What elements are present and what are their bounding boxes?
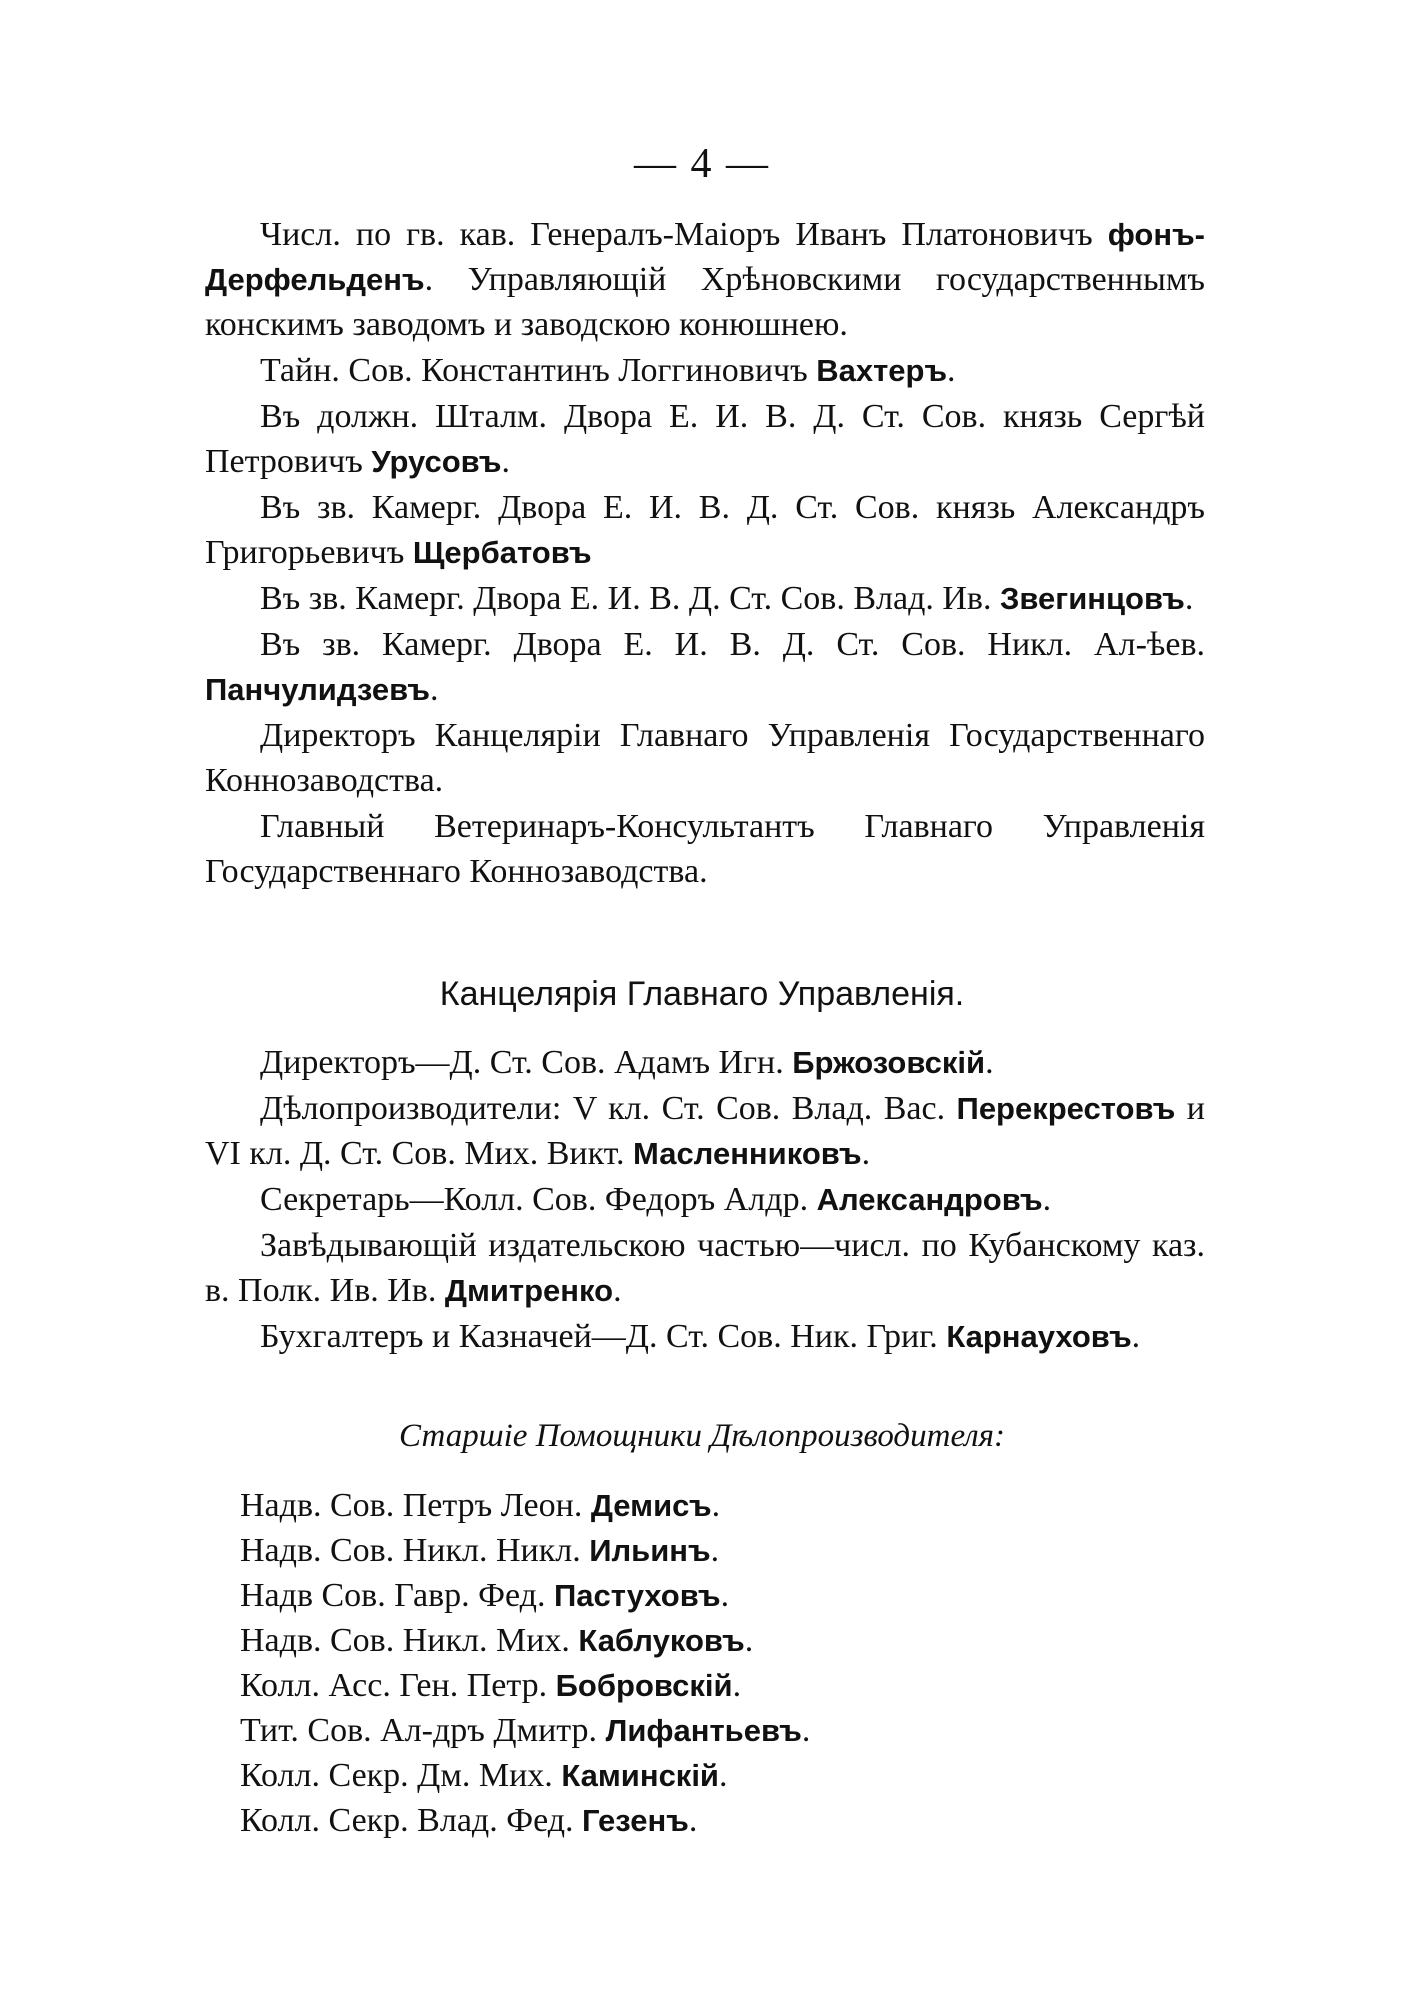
entry-text: . bbox=[1184, 580, 1194, 617]
entry-surname: Перекрестовъ bbox=[956, 1091, 1176, 1126]
entry-text: Въ зв. Камерг. Двора Е. И. В. Д. Ст. Сов. Никл. Ал-ѣев. bbox=[260, 626, 1205, 663]
entry-text: Директоръ Канцеляріи Главнаго Управленія Государственнаго Коннозаводства. bbox=[205, 717, 1205, 799]
list-item bbox=[240, 1753, 1140, 1798]
item-text: Тит. Сов. Ал-дръ Дмитр. bbox=[240, 1712, 606, 1749]
list-item bbox=[240, 1708, 1140, 1753]
entry-paragraph bbox=[205, 348, 1205, 393]
entry-text: . bbox=[947, 352, 956, 389]
entry-text: Дѣлопроизводители: V кл. Ст. Сов. Влад. Вас. bbox=[260, 1090, 957, 1127]
entry-text: . bbox=[861, 1135, 871, 1172]
item-surname: Каминскій bbox=[561, 1758, 719, 1793]
entry-paragraph bbox=[205, 576, 1205, 621]
entry-text: . bbox=[1131, 1318, 1141, 1355]
list-item bbox=[240, 1618, 1140, 1663]
entry-text: . bbox=[1042, 1181, 1052, 1218]
entry-paragraph bbox=[205, 1040, 1205, 1085]
entry-surname: Урусовъ bbox=[371, 444, 502, 479]
item-text: . bbox=[710, 1532, 720, 1569]
entry-paragraph bbox=[205, 1086, 1205, 1176]
item-text: Колл. Асс. Ген. Петр. bbox=[240, 1667, 556, 1704]
entry-surname: Масленниковъ bbox=[633, 1136, 862, 1171]
item-text: Надв. Сов. Никл. Никл. bbox=[240, 1532, 590, 1569]
entry-surname: Карнауховъ bbox=[946, 1319, 1132, 1354]
entry-text: Въ должн. Шталм. Двора Е. И. В. Д. Ст. Сов. князь Сергѣй Петровичъ bbox=[205, 398, 1205, 480]
entry-surname: Бржозовскій bbox=[792, 1045, 986, 1080]
item-text: . bbox=[732, 1667, 742, 1704]
entry-paragraph bbox=[205, 212, 1205, 347]
item-text: Колл. Секр. Дм. Мих. bbox=[240, 1757, 562, 1794]
section-heading: Канцелярія Главнаго Управленія. bbox=[439, 975, 965, 1013]
item-text: Колл. Секр. Влад. Фед. bbox=[240, 1802, 583, 1839]
item-text: Надв. Сов. Никл. Мих. bbox=[240, 1622, 579, 1659]
item-surname: Бобровскій bbox=[555, 1668, 733, 1703]
entry-paragraph bbox=[205, 1314, 1205, 1359]
entry-surname: Александровъ bbox=[816, 1182, 1043, 1217]
item-surname: Ильинъ bbox=[589, 1533, 711, 1568]
entry-text: Секретарь—Колл. Сов. Федоръ Алдр. bbox=[260, 1181, 817, 1218]
item-text: . bbox=[720, 1577, 730, 1614]
item-surname: Каблуковъ bbox=[578, 1623, 745, 1658]
entry-surname: Звегинцовъ bbox=[999, 581, 1185, 616]
assistants-list bbox=[240, 1483, 1140, 1843]
entry-surname: фонъ-Дерфельденъ bbox=[205, 217, 1205, 297]
entry-text: Числ. по гв. кав. Генералъ-Маіоръ Иванъ Платоновичъ bbox=[260, 216, 1108, 253]
item-surname: Пастуховъ bbox=[554, 1578, 721, 1613]
entry-surname: Вахтеръ bbox=[816, 353, 948, 388]
page-number: — 4 — bbox=[634, 141, 770, 187]
entry-surname: Панчулидзевъ bbox=[205, 672, 431, 707]
entry-paragraph bbox=[205, 1223, 1205, 1313]
list-item bbox=[240, 1573, 1140, 1618]
entry-paragraph bbox=[205, 804, 1205, 894]
entry-text: и VI кл. Д. Ст. Сов. Мих. Викт. bbox=[205, 1090, 1205, 1172]
entry-text: Бухгалтеръ и Казначей—Д. Ст. Сов. Ник. Григ. bbox=[260, 1318, 947, 1355]
item-text: Надв Сов. Гавр. Фед. bbox=[240, 1577, 554, 1614]
list-item bbox=[240, 1483, 1140, 1528]
item-surname: Гезенъ bbox=[582, 1803, 689, 1838]
entry-paragraph bbox=[205, 1177, 1205, 1222]
top-entries bbox=[205, 212, 1205, 895]
entry-text: . Управляющій Хрѣновскими государственнымъ конскимъ заводомъ и заводскою конюшнею. bbox=[205, 261, 1205, 343]
item-surname: Лифантьевъ bbox=[605, 1713, 802, 1748]
entry-surname: Щербатовъ bbox=[412, 535, 592, 570]
entry-paragraph bbox=[205, 394, 1205, 484]
entry-surname: Дмитренко bbox=[444, 1273, 614, 1308]
list-item bbox=[240, 1528, 1140, 1573]
list-item bbox=[240, 1798, 1140, 1843]
item-text: . bbox=[719, 1757, 728, 1794]
entry-text: . bbox=[985, 1044, 994, 1081]
entry-text: Тайн. Сов. Константинъ Логгиновичъ bbox=[260, 352, 817, 389]
item-text: . bbox=[744, 1622, 754, 1659]
entry-text: Въ зв. Камерг. Двора Е. И. В. Д. Ст. Сов. князь Александръ Григорьевичъ bbox=[205, 489, 1205, 571]
entry-text: Директоръ—Д. Ст. Сов. Адамъ Игн. bbox=[260, 1044, 793, 1081]
item-text: . bbox=[711, 1487, 721, 1524]
entry-paragraph bbox=[205, 713, 1205, 803]
entry-text: . bbox=[613, 1272, 622, 1309]
item-text: . bbox=[688, 1802, 698, 1839]
list-item bbox=[240, 1663, 1140, 1708]
entry-paragraph bbox=[205, 485, 1205, 575]
assistants-subheading: Старшіе Помощники Дѣлопроизводителя: bbox=[399, 1418, 1005, 1454]
entry-paragraph bbox=[205, 622, 1205, 712]
entry-text: Завѣдывающій издательскою частью—числ. по Кубанскому каз. в. Полк. Ив. Ив. bbox=[205, 1227, 1205, 1309]
entry-text: Главный Ветеринаръ-Консультантъ Главнаго Управленія Государственнаго Коннозаводства. bbox=[205, 808, 1205, 890]
entry-text: . bbox=[430, 671, 439, 708]
entry-text: Въ зв. Камерг. Двора Е. И. В. Д. Ст. Сов. Влад. Ив. bbox=[260, 580, 1000, 617]
item-text: Надв. Сов. Петръ Леон. bbox=[240, 1487, 591, 1524]
entry-text: . bbox=[501, 443, 511, 480]
chancellery-entries bbox=[205, 1040, 1205, 1360]
item-surname: Демисъ bbox=[590, 1488, 712, 1523]
item-text: . bbox=[801, 1712, 811, 1749]
